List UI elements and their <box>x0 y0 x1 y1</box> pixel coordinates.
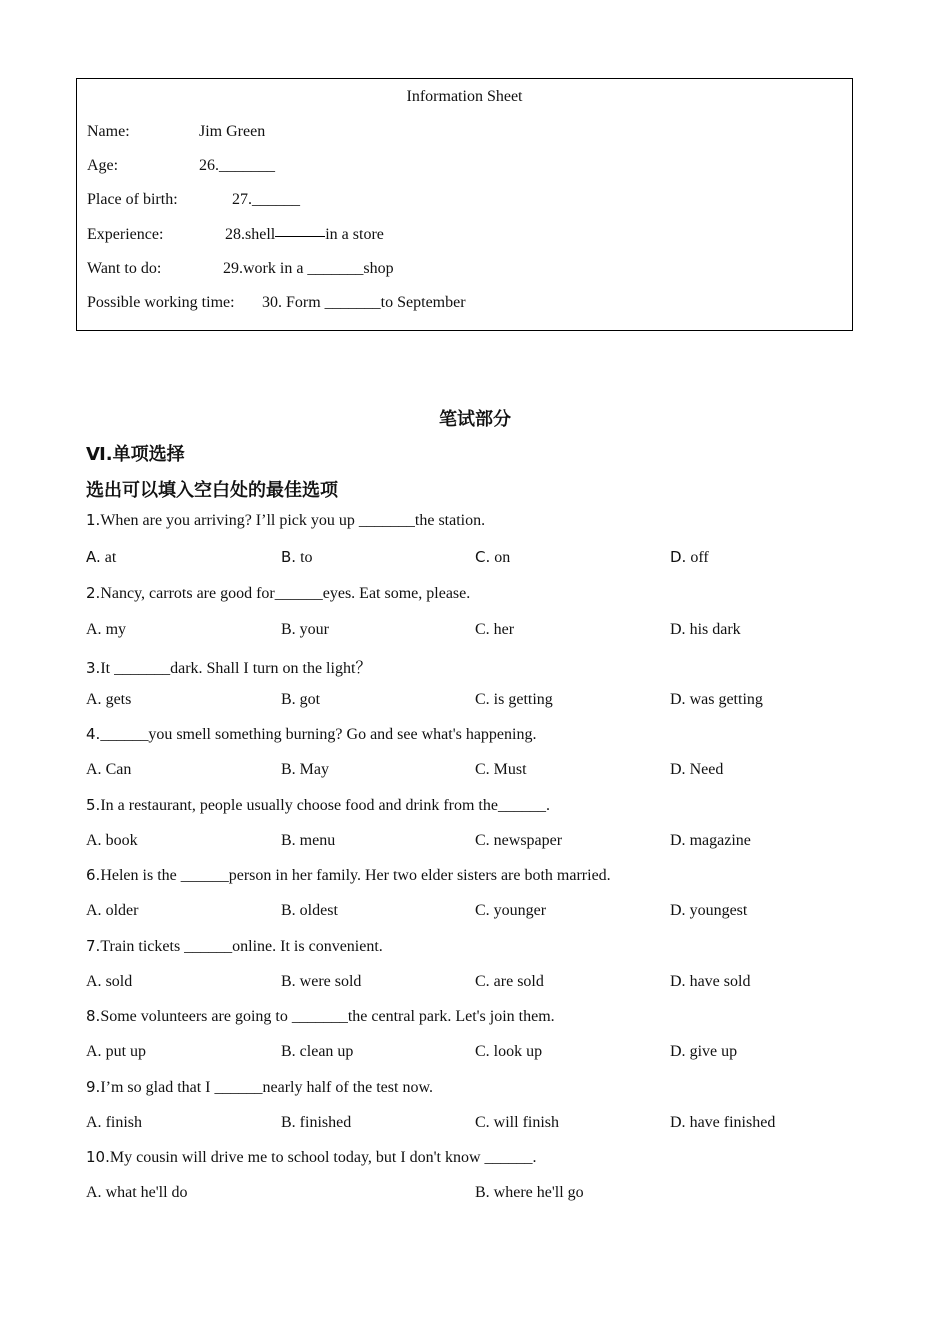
option-6c[interactable] <box>475 902 546 920</box>
question-number: 8. <box>86 1007 101 1025</box>
option-text: finished <box>299 1114 352 1131</box>
option-text: his dark <box>689 621 741 638</box>
answer-blank <box>275 236 325 237</box>
info-value: 30. Form _______to September <box>262 294 466 311</box>
option-letter: B. <box>281 902 296 919</box>
option-letter: C. <box>475 548 491 566</box>
option-letter: B. <box>281 832 296 849</box>
info-value-after: in a store <box>325 226 384 243</box>
option-letter: A. <box>86 1184 102 1201</box>
option-3c[interactable] <box>475 691 553 709</box>
section-instruction: 选出可以填入空白处的最佳选项 <box>86 480 338 501</box>
option-letter: A. <box>86 691 102 708</box>
option-text: your <box>299 621 329 638</box>
option-text: book <box>105 832 138 849</box>
question-text: ______you smell something burning? Go and see what's happening. <box>100 726 537 743</box>
option-text: off <box>690 549 709 566</box>
option-letter: B. <box>281 1043 296 1060</box>
info-value: Jim Green <box>199 123 266 140</box>
option-text: gets <box>105 691 132 708</box>
question-4 <box>86 725 536 744</box>
option-letter: B. <box>281 1114 296 1131</box>
option-3a[interactable] <box>86 691 131 709</box>
info-label: Want to do: <box>87 260 162 277</box>
option-letter: D. <box>670 1114 686 1131</box>
option-letter: B. <box>281 621 296 638</box>
option-letter: D. <box>670 761 686 778</box>
question-text: Some volunteers are going to _______the central park. Let's join them. <box>100 1008 555 1025</box>
option-text: got <box>299 691 321 708</box>
info-label: Place of birth: <box>87 191 178 208</box>
option-1c[interactable] <box>475 548 510 567</box>
info-label: Experience: <box>87 226 164 243</box>
option-7c[interactable] <box>475 973 544 991</box>
option-text: oldest <box>299 902 338 919</box>
option-text: is getting <box>493 691 553 708</box>
question-text: In a restaurant, people usually choose food and drink from the______. <box>100 797 550 814</box>
option-text: have finished <box>689 1114 776 1131</box>
option-letter: A. <box>86 973 102 990</box>
option-5a[interactable] <box>86 832 138 850</box>
option-text: Must <box>493 761 527 778</box>
option-9a[interactable] <box>86 1114 142 1132</box>
option-8a[interactable] <box>86 1043 146 1061</box>
info-value-before: 28.shell <box>225 226 276 243</box>
option-text: menu <box>299 832 336 849</box>
option-letter: D. <box>670 548 687 566</box>
option-text: clean up <box>299 1043 354 1060</box>
info-value <box>225 226 384 244</box>
info-value: 27.______ <box>232 191 300 208</box>
option-text: was getting <box>689 691 763 708</box>
option-2d[interactable] <box>670 621 741 639</box>
info-value: 26._______ <box>199 157 275 174</box>
option-letter: C. <box>475 761 490 778</box>
question-number: 7. <box>86 937 101 955</box>
option-text: are sold <box>493 973 544 990</box>
option-letter: C. <box>475 1043 490 1060</box>
question-text: Nancy, carrots are good for______eyes. Eat some, please. <box>100 585 471 602</box>
option-7d[interactable] <box>670 973 750 991</box>
option-2c[interactable] <box>475 621 514 639</box>
option-6b[interactable] <box>281 902 338 920</box>
option-6d[interactable] <box>670 902 747 920</box>
option-letter: A. <box>86 902 102 919</box>
question-number: 10. <box>86 1148 110 1166</box>
option-text: put up <box>105 1043 147 1060</box>
option-letter: C. <box>475 1114 490 1131</box>
option-1d[interactable] <box>670 548 709 567</box>
question-10 <box>86 1148 537 1167</box>
option-letter: D. <box>670 832 686 849</box>
option-text: Can <box>105 761 132 778</box>
option-1b[interactable] <box>281 548 313 567</box>
option-text: what he'll do <box>105 1184 188 1201</box>
question-3 <box>86 655 371 678</box>
option-letter: D. <box>670 1043 686 1060</box>
option-text: older <box>105 902 139 919</box>
option-3b[interactable] <box>281 691 320 709</box>
option-4a[interactable] <box>86 761 131 779</box>
option-letter: B. <box>281 691 296 708</box>
option-text: my <box>105 621 127 638</box>
question-text: It _______dark. Shall I turn on the light？ <box>100 660 372 677</box>
option-text: at <box>104 549 117 566</box>
question-text: I’m so glad that I ______nearly half of the test now. <box>100 1079 433 1096</box>
option-letter: C. <box>475 621 490 638</box>
info-label: Name: <box>87 123 130 140</box>
option-4d[interactable] <box>670 761 723 779</box>
option-9c[interactable] <box>475 1114 559 1132</box>
question-number: 4. <box>86 725 101 743</box>
option-5b[interactable] <box>281 832 335 850</box>
information-sheet <box>76 78 853 331</box>
question-number: 6. <box>86 866 101 884</box>
question-text: My cousin will drive me to school today, but I don't know ______. <box>109 1149 537 1166</box>
written-part-title: 笔试部分 <box>439 409 511 430</box>
section-heading: Ⅵ.单项选择 <box>86 444 185 465</box>
option-4b[interactable] <box>281 761 329 779</box>
option-letter: B. <box>475 1184 490 1201</box>
option-1a[interactable] <box>86 548 116 567</box>
question-number: 2. <box>86 584 101 602</box>
option-4c[interactable] <box>475 761 527 779</box>
option-text: look up <box>493 1043 543 1060</box>
question-6 <box>86 866 611 885</box>
option-letter: C. <box>475 973 490 990</box>
option-5c[interactable] <box>475 832 562 850</box>
option-letter: D. <box>670 902 686 919</box>
option-letter: C. <box>475 832 490 849</box>
option-text: May <box>299 761 329 778</box>
option-letter: D. <box>670 973 686 990</box>
option-letter: A. <box>86 1043 102 1060</box>
question-number: 9. <box>86 1078 101 1096</box>
info-value: 29.work in a _______shop <box>223 260 394 277</box>
option-letter: A. <box>86 832 102 849</box>
option-2a[interactable] <box>86 621 126 639</box>
option-7a[interactable] <box>86 973 132 991</box>
option-text: finish <box>105 1114 143 1131</box>
option-text: Need <box>689 761 724 778</box>
option-letter: A. <box>86 1114 102 1131</box>
option-text: younger <box>493 902 547 919</box>
option-text: her <box>493 621 515 638</box>
question-number: 5. <box>86 796 101 814</box>
option-letter: A. <box>86 761 102 778</box>
option-letter: B. <box>281 973 296 990</box>
option-letter: B. <box>281 548 297 566</box>
question-number: 3. <box>86 659 101 677</box>
option-8d[interactable] <box>670 1043 737 1061</box>
question-2 <box>86 584 470 603</box>
option-letter: D. <box>670 691 686 708</box>
question-text: When are you arriving? I’ll pick you up _______the station. <box>100 512 486 529</box>
question-text: Helen is the ______person in her family. Her two elder sisters are both married. <box>100 867 611 884</box>
option-10a[interactable] <box>86 1184 188 1202</box>
question-8 <box>86 1007 555 1026</box>
option-letter: B. <box>281 761 296 778</box>
info-label: Possible working time: <box>87 294 235 311</box>
option-2b[interactable] <box>281 621 329 639</box>
option-8b[interactable] <box>281 1043 353 1061</box>
option-letter: C. <box>475 691 490 708</box>
option-9d[interactable] <box>670 1114 775 1132</box>
question-9 <box>86 1078 433 1097</box>
option-text: youngest <box>689 902 748 919</box>
option-10b[interactable] <box>475 1184 584 1202</box>
info-sheet-title: Information Sheet <box>406 88 523 105</box>
question-text: Train tickets ______online. It is convenient. <box>100 938 383 955</box>
option-5d[interactable] <box>670 832 751 850</box>
question-1 <box>86 511 485 530</box>
info-label: Age: <box>87 157 119 174</box>
option-9b[interactable] <box>281 1114 351 1132</box>
option-text: on <box>494 549 511 566</box>
question-5 <box>86 796 550 815</box>
option-text: where he'll go <box>493 1184 584 1201</box>
option-6a[interactable] <box>86 902 138 920</box>
option-7b[interactable] <box>281 973 361 991</box>
question-number: 1. <box>86 511 101 529</box>
option-text: to <box>300 549 313 566</box>
option-text: will finish <box>493 1114 560 1131</box>
question-7 <box>86 937 383 956</box>
option-letter: C. <box>475 902 490 919</box>
option-3d[interactable] <box>670 691 763 709</box>
option-text: have sold <box>689 973 751 990</box>
option-text: sold <box>105 973 133 990</box>
option-text: newspaper <box>493 832 563 849</box>
option-text: magazine <box>689 832 751 849</box>
option-letter: A. <box>86 548 101 566</box>
option-letter: D. <box>670 621 686 638</box>
option-text: give up <box>689 1043 738 1060</box>
option-letter: A. <box>86 621 102 638</box>
option-text: were sold <box>299 973 362 990</box>
option-8c[interactable] <box>475 1043 542 1061</box>
